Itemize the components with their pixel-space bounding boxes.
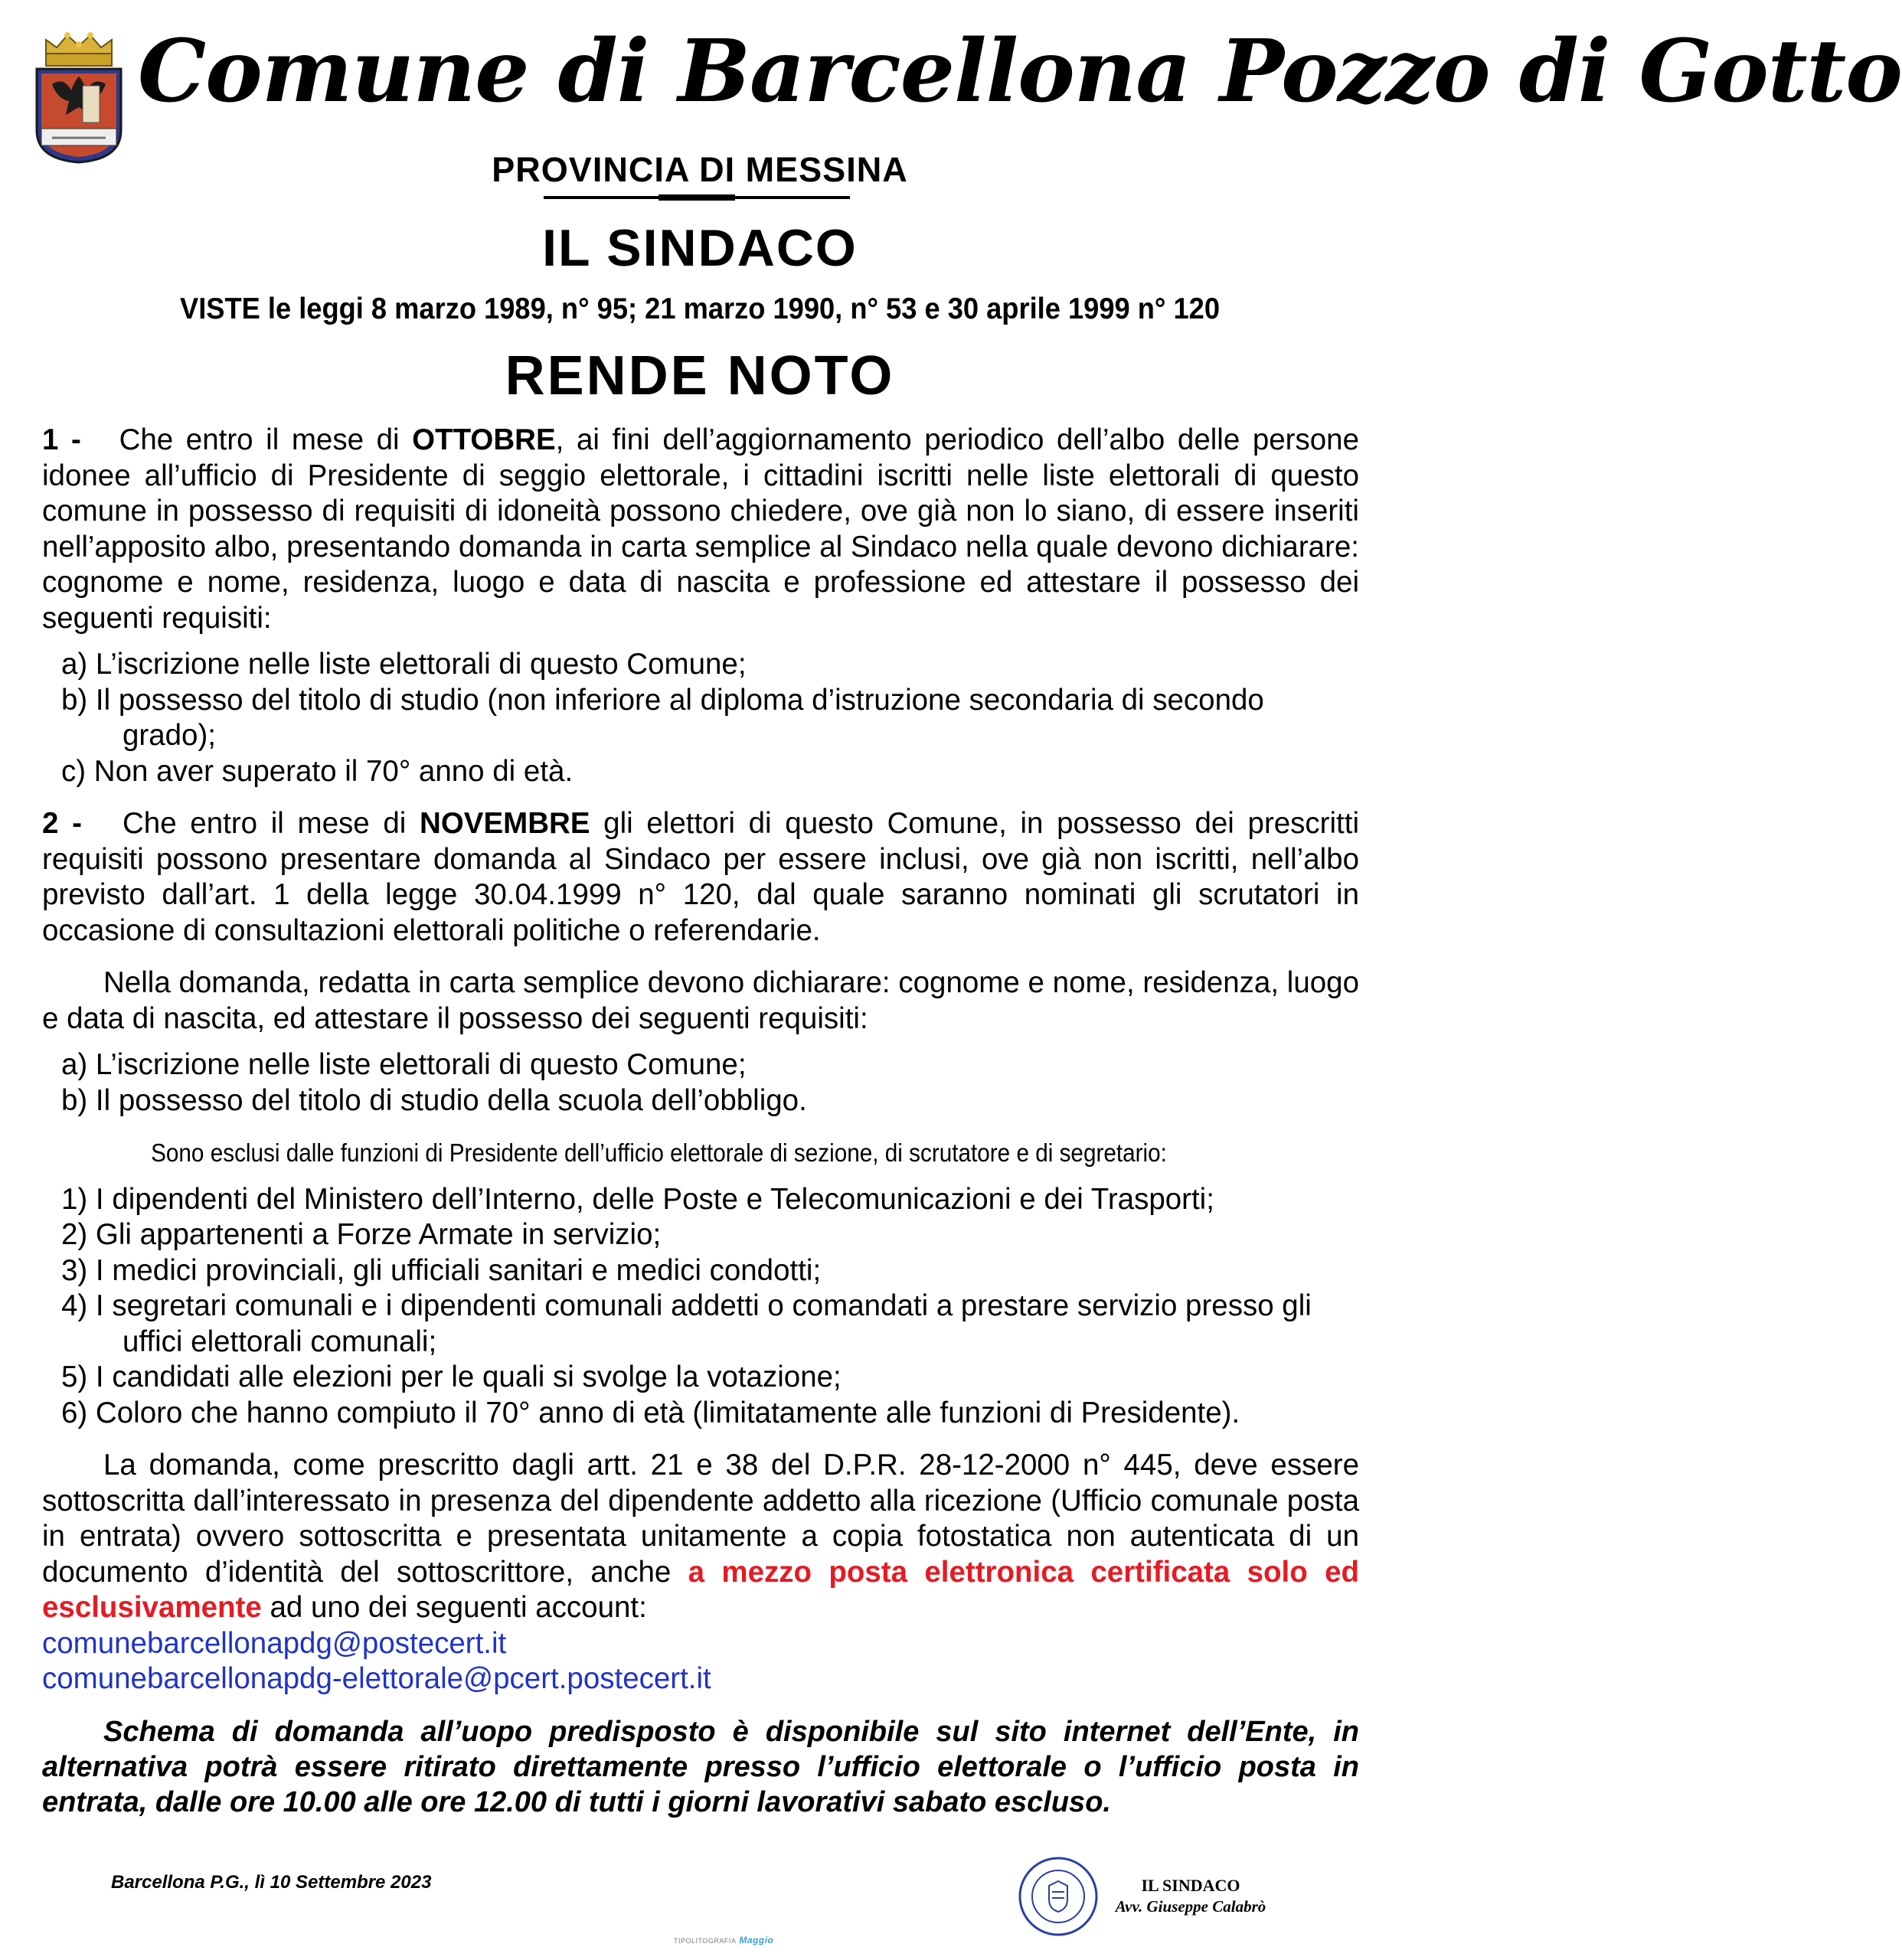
section-number: 1 -	[42, 423, 81, 456]
requirement-item: a) L’iscrizione nelle liste elettorali di questo Comune;	[61, 1048, 747, 1081]
section-2-paragraph	[42, 806, 1359, 949]
section-2-text: gli elettori di questo Comune, in possesso dei prescritti requisiti possono presentare domanda al Sindaco per essere inclusi, ove già non iscritti, nell’albo previsto dall’art. 1 della legge 30.04.1999 n° 120, dal quale saranno nominati gli scrutatori in occasione di consultazioni elettorali politiche o referendarie.	[42, 807, 1359, 947]
municipality-name: Comune di Barcellona Pozzo di Gotto	[138, 21, 1902, 122]
submission-tail: ad uno dei seguenti account:	[261, 1591, 647, 1624]
section-1-text: , ai fini dell’aggiornamento periodico dell’albo delle persone idonee all’ufficio di Presidente di seggio elettorale, i cittadini iscritti nelle liste elettorali di questo comune in possesso di requisiti di idoneità possono chiedere, ove già non lo siano, di essere inseriti nell’apposito albo, presentando domanda in carta semplice al Sindaco nella quale devono dichiarare: cognome e nome, residenza, luogo e data di nascita e professione ed attestare il possesso dei seguenti requisiti:	[42, 423, 1359, 635]
divider-center	[659, 194, 735, 201]
exclusion-item: 1) I dipendenti del Ministero dell’Interno, delle Poste e Telecomunicazioni e dei Trasporti;	[61, 1182, 1214, 1216]
printer-logo: Maggio	[739, 1935, 774, 1945]
exclusion-item: 4) I segretari comunali e i dipendenti comunali addetti o comandati a prestare servizio presso gli uffici elettorali comunali;	[61, 1289, 1312, 1358]
official-stamp-icon	[1017, 1855, 1100, 1938]
place-date: Barcellona P.G., lì 10 Settembre 2023	[111, 1872, 432, 1893]
email-link-pec[interactable]: comunebarcellonapdg@postecert.it	[42, 1626, 507, 1660]
signature-name: Avv. Giuseppe Calabrò	[1115, 1897, 1266, 1916]
submission-text: La domanda, come prescritto dagli artt. 21 e 38 del D.P.R. 28-12-2000 n° 445, deve essere sottoscritta dall’interessato in presenza del dipendente addetto alla ricezione (Ufficio comunale posta in entrata) ovvero sottoscritta e presentata unitamente a copia fotostatica non autenticata di un documento d’identità del sottoscrittore, anche	[42, 1449, 1359, 1589]
domanda-paragraph: Nella domanda, redatta in carta semplice devono dichiarare: cognome e nome, residenza, luogo e data di nascita, ed attestare il possesso dei seguenti requisiti:	[42, 966, 1359, 1035]
exclusion-item: 2) Gli appartenenti a Forze Armate in servizio;	[61, 1218, 662, 1251]
requirement-item: a) L’iscrizione nelle liste elettorali di questo Comune;	[61, 648, 747, 681]
section-1-paragraph	[42, 423, 1359, 636]
notice-body	[42, 423, 1359, 1820]
section-1-month: OTTOBRE	[412, 423, 556, 456]
section-number: 2 -	[42, 807, 82, 840]
requirement-item: b) Il possesso del titolo di studio della scuola dell’obbligo.	[61, 1083, 807, 1117]
requirement-item: b) Il possesso del titolo di studio (non inferiore al diploma d’istruzione secondaria di secondo grado);	[61, 683, 1264, 752]
printer-credit	[674, 1935, 773, 1945]
section-2-month: NOVEMBRE	[420, 807, 590, 840]
printer-label: TIPOLITOGRAFIA	[674, 1937, 737, 1945]
page-title: IL SINDACO	[542, 219, 858, 277]
exclusion-item: 5) I candidati alle elezioni per le quali si svolge la votazione;	[61, 1361, 842, 1393]
section-1-pre: Che entro il mese di	[119, 423, 413, 456]
section-2-pre: Che entro il mese di	[122, 807, 420, 840]
province-label: PROVINCIA DI MESSINA	[492, 150, 908, 189]
announcement-heading: RENDE NOTO	[505, 345, 895, 407]
submission-paragraph	[42, 1448, 1359, 1626]
closing-paragraph: Schema di domanda all’uopo predisposto è disponibile sul sito internet dell’Ente, in alternativa potrà essere ritirato direttamente presso l’ufficio elettorale o l’ufficio posta in entrata, dalle ore 10.00 alle ore 12.00 di tutti i giorni lavorativi sabato escluso.	[42, 1715, 1359, 1818]
email-link-elettorale[interactable]: comunebarcellonapdg-elettorale@pcert.postecert.it	[42, 1662, 711, 1695]
legal-references: VISTE le leggi 8 marzo 1989, n° 95; 21 marzo 1990, n° 53 e 30 aprile 1999 n° 120	[179, 292, 1221, 325]
requirement-item: c) Non aver superato il 70° anno di età.	[61, 754, 574, 788]
exclusion-item: 6) Coloro che hanno compiuto il 70° anno di età (limitatamente alle funzioni di Presidente).	[61, 1396, 1240, 1429]
pec-highlight: a mezzo posta elettronica certificata solo ed esclusivamente	[42, 1555, 1360, 1624]
exclusions-intro: Sono esclusi dalle funzioni di Presidente dell’ufficio elettorale di sezione, di scrutatore e di segretario:	[151, 1138, 1167, 1167]
signature-role: IL SINDACO	[1141, 1876, 1240, 1895]
exclusion-item: 3) I medici provinciali, gli ufficiali sanitari e medici condotti;	[61, 1253, 822, 1287]
municipal-crest-icon	[29, 31, 129, 165]
